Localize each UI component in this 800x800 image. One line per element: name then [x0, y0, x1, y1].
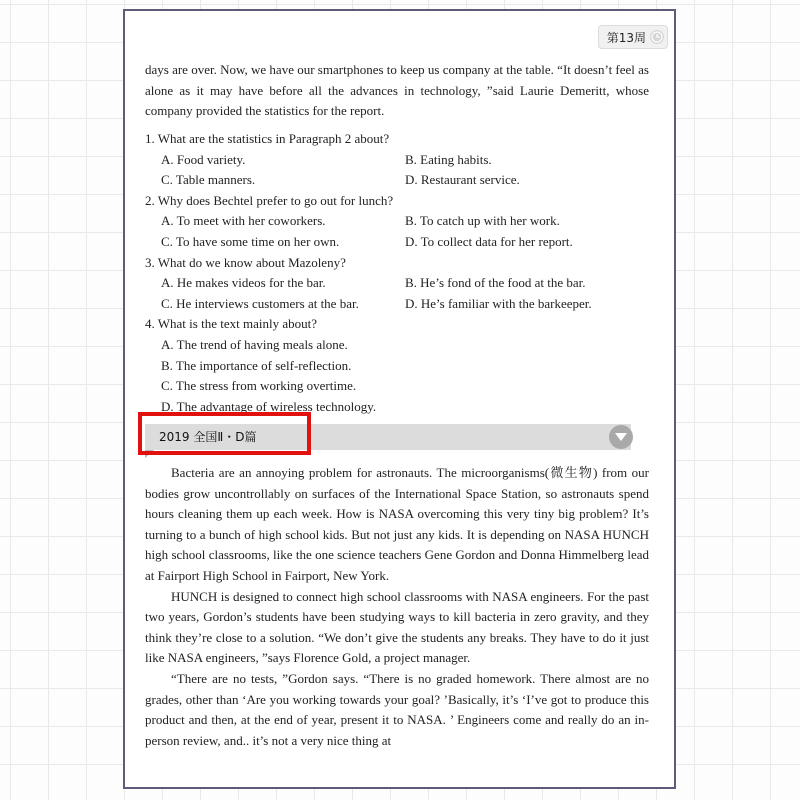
option: A. He makes videos for the bar.: [161, 275, 326, 291]
option: D. Restaurant service.: [405, 172, 520, 188]
document-page: [123, 9, 676, 789]
option: D. To collect data for her report.: [405, 233, 573, 249]
passage-body: [145, 463, 649, 751]
option-row: [145, 273, 649, 294]
question-stem: 1. What are the statistics in Paragraph 2 about?: [145, 131, 390, 146]
option: B. To catch up with her work.: [405, 213, 560, 229]
paragraph: days are over. Now, we have our smartphones to keep us company at the table. “It doesn’t feel as alone as it may have before all the advances in technology, ”said Laurie Demeritt, whose company provided the statistics for the report.: [145, 62, 649, 119]
option: B. Eating habits.: [405, 151, 492, 167]
option: C. He interviews customers at the bar.: [161, 295, 359, 311]
option: B. He’s fond of the food at the bar.: [405, 275, 586, 291]
chevron-down-icon[interactable]: [609, 425, 633, 449]
clock-icon[interactable]: [650, 30, 664, 44]
highlight-annotation-box: [138, 412, 311, 455]
paragraph: HUNCH is designed to connect high school classrooms with NASA engineers. For the past two years, Gordon’s students have been studying ways to kill bacteria in zero gravity, and they think they’re close to a solution. “We don’t give the students any breaks. They have to do it just like NASA engineers, ”says Florence Gold, a project manager.: [145, 588, 649, 666]
question-stem: 4. What is the text mainly about?: [145, 316, 317, 332]
week-label: 第13周: [606, 30, 646, 45]
previous-passage-end: [145, 60, 649, 122]
option: A. The trend of having meals alone.: [161, 336, 348, 352]
paragraph: “There are no tests, ”Gordon says. “There is no graded homework. There almost are no grades, other than ‘Are you working towards your goal? ’Basically, it’s ‘I’ve got to produce this product and then, at the end of year, present it to NASA. ’ Engineers come and really do an in-person review, and.. it’s not a very nice thing at: [145, 670, 649, 748]
option: D. He’s familiar with the barkeeper.: [405, 295, 592, 311]
question-stem: 2. Why does Bechtel prefer to go out for lunch?: [145, 192, 394, 208]
option: C. To have some time on her own.: [161, 233, 340, 249]
option-row: [145, 294, 649, 315]
option: D. The advantage of wireless technology.: [161, 398, 377, 414]
week-tab[interactable]: [598, 25, 668, 49]
option-row: [145, 232, 649, 253]
question-stem: 3. What do we know about Mazoleny?: [145, 254, 346, 270]
option-row: [145, 211, 649, 232]
option-row: [145, 170, 649, 191]
option: B. The importance of self-reflection.: [161, 357, 352, 373]
option: A. To meet with her coworkers.: [161, 213, 326, 229]
paragraph: Bacteria are an annoying problem for astronauts. The microorganisms(微生物) from our bodies grow uncontrollably on surfaces of the International Space Station, so astronauts spend hours cleaning them up each week. How is NASA overcoming this very tiny big problem? It’s turning to a bunch of high school kids. But not just any kids. It is depending on NASA HUNCH high school classrooms, like the one science teachers Gene Gordon and Donna Himmelberg lead at Fairport High School in Fairport, New York.: [145, 465, 649, 583]
option: C. The stress from working overtime.: [161, 378, 357, 394]
question-list: [145, 129, 649, 417]
option: A. Food variety.: [161, 151, 246, 167]
section-title: 2019 全国Ⅱ・D篇: [159, 430, 257, 444]
option: C. Table manners.: [161, 172, 256, 188]
option-row: [145, 150, 649, 171]
